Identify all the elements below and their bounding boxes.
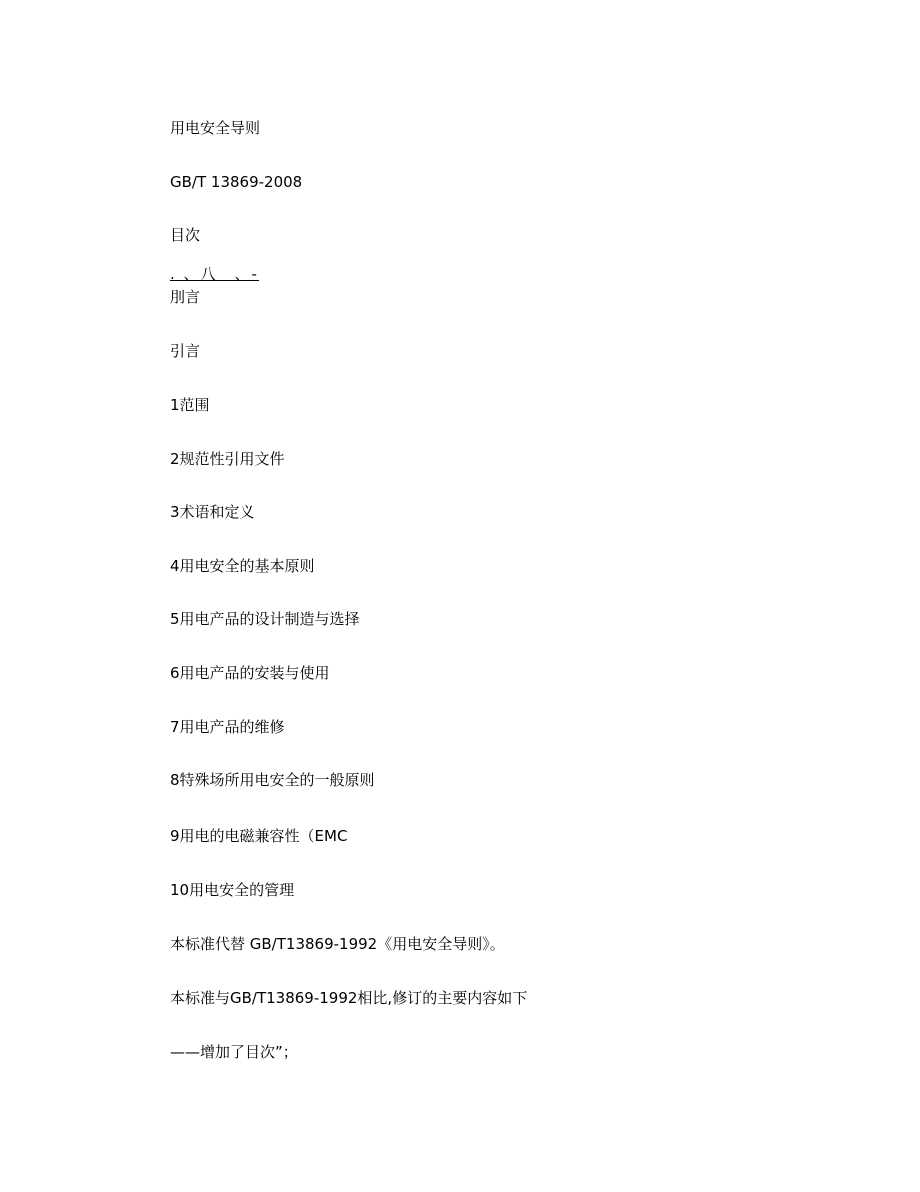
toc-item-basic-principles: 4用电安全的基本原则 [170,557,315,575]
toc-item-foreword: 刖言 [170,288,201,306]
toc-item-installation-use: 6用电产品的安装与使用 [170,664,330,682]
garbled-mark: . 、八 、- [170,265,259,283]
toc-item-terms-definitions: 3术语和定义 [170,503,255,521]
toc-item-design-selection: 5用电产品的设计制造与选择 [170,610,360,628]
toc-item-maintenance: 7用电产品的维修 [170,718,285,736]
toc-item-management: 10用电安全的管理 [170,881,295,899]
paragraph-change-item: ——增加了目次”； [170,1043,298,1061]
toc-item-introduction: 引言 [170,342,201,360]
standard-number: GB/T 13869-2008 [170,173,303,191]
paragraph-comparison: 本标准与GB/T13869-1992相比,修订的主要内容如下 [170,989,528,1007]
toc-heading: 目次 [170,226,201,244]
toc-item-normative-references: 2规范性引用文件 [170,450,285,468]
document-title: 用电安全导则 [170,119,261,137]
toc-item-scope: 1范围 [170,396,210,414]
toc-item-emc: 9用电的电磁兼容性（EMC [170,827,348,845]
toc-item-special-locations: 8特殊场所用电安全的一般原则 [170,771,375,789]
paragraph-replaces: 本标准代替 GB/T13869-1992《用电安全导则》。 [170,935,505,953]
